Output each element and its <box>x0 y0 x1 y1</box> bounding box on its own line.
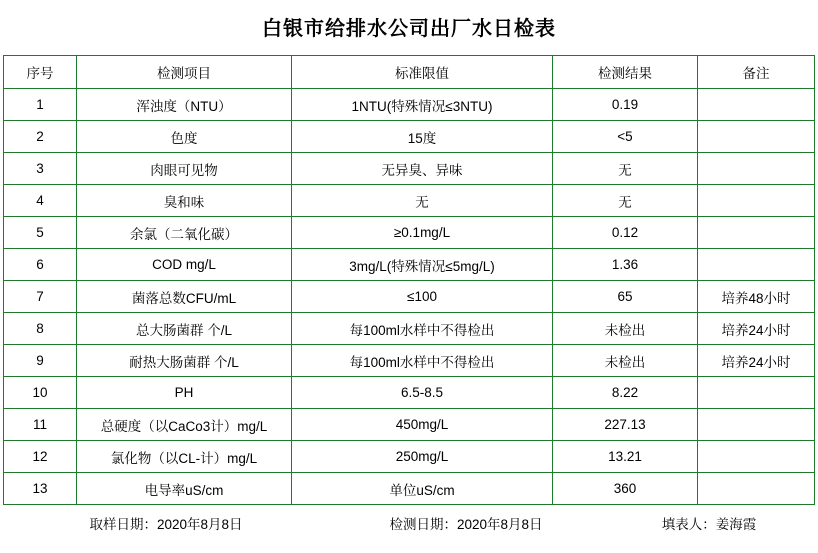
cell-no: 9 <box>4 345 77 377</box>
cell-limit: 450mg/L <box>292 409 553 441</box>
table-row <box>4 217 815 249</box>
cell-remark <box>698 153 815 185</box>
table-row <box>4 281 815 313</box>
cell-no: 8 <box>4 313 77 345</box>
cell-result: 227.13 <box>553 409 698 441</box>
cell-item: 总硬度（以CaCo3计）mg/L <box>77 409 292 441</box>
cell-item: 电导率uS/cm <box>77 473 292 505</box>
cell-result: 未检出 <box>553 345 698 377</box>
header-cell-item: 检测项目 <box>77 56 292 89</box>
cell-limit: ≤100 <box>292 281 553 313</box>
sampling-date: 取样日期：2020年8月8日 <box>89 517 243 532</box>
cell-item: 色度 <box>77 121 292 153</box>
cell-remark: 培养24小时 <box>698 313 815 345</box>
table-row <box>4 313 815 345</box>
cell-limit: 无异臭、异味 <box>292 153 553 185</box>
table-header <box>4 56 815 89</box>
cell-result: <5 <box>553 121 698 153</box>
cell-result: 0.19 <box>553 89 698 121</box>
cell-item: 菌落总数CFU/mL <box>77 281 292 313</box>
cell-remark <box>698 121 815 153</box>
header-cell-no: 序号 <box>4 56 77 89</box>
cell-item: 余氯（二氧化碳） <box>77 217 292 249</box>
footer <box>16 505 802 541</box>
cell-remark <box>698 89 815 121</box>
cell-no: 10 <box>4 377 77 409</box>
cell-limit: 每100ml水样中不得检出 <box>292 345 553 377</box>
cell-remark <box>698 377 815 409</box>
cell-remark <box>698 217 815 249</box>
cell-result: 1.36 <box>553 249 698 281</box>
table-row <box>4 345 815 377</box>
cell-limit: 每100ml水样中不得检出 <box>292 313 553 345</box>
table-row <box>4 377 815 409</box>
table-row <box>4 441 815 473</box>
cell-no: 7 <box>4 281 77 313</box>
table-header-row <box>4 56 815 89</box>
cell-limit: 无 <box>292 185 553 217</box>
table-row <box>4 249 815 281</box>
cell-no: 11 <box>4 409 77 441</box>
cell-result: 0.12 <box>553 217 698 249</box>
table-row <box>4 473 815 505</box>
cell-remark: 培养48小时 <box>698 281 815 313</box>
cell-no: 6 <box>4 249 77 281</box>
cell-no: 1 <box>4 89 77 121</box>
cell-result: 未检出 <box>553 313 698 345</box>
table-row <box>4 89 815 121</box>
cell-limit: 3mg/L(特殊情况≤5mg/L) <box>292 249 553 281</box>
cell-result: 无 <box>553 185 698 217</box>
header-cell-result: 检测结果 <box>553 56 698 89</box>
cell-remark <box>698 249 815 281</box>
cell-item: COD mg/L <box>77 249 292 281</box>
cell-item: 臭和味 <box>77 185 292 217</box>
cell-item: 总大肠菌群 个/L <box>77 313 292 345</box>
cell-no: 3 <box>4 153 77 185</box>
cell-item: 浑浊度（NTU） <box>77 89 292 121</box>
cell-result: 8.22 <box>553 377 698 409</box>
cell-remark <box>698 441 815 473</box>
cell-remark <box>698 409 815 441</box>
cell-no: 2 <box>4 121 77 153</box>
table-row <box>4 121 815 153</box>
cell-no: 12 <box>4 441 77 473</box>
cell-limit: 单位uS/cm <box>292 473 553 505</box>
cell-no: 13 <box>4 473 77 505</box>
header-cell-limit: 标准限值 <box>292 56 553 89</box>
cell-limit: 15度 <box>292 121 553 153</box>
header-cell-remark: 备注 <box>698 56 815 89</box>
cell-result: 13.21 <box>553 441 698 473</box>
cell-limit: ≥0.1mg/L <box>292 217 553 249</box>
cell-result: 65 <box>553 281 698 313</box>
page-title: 白银市给排水公司出厂水日检表 <box>262 18 556 40</box>
cell-remark <box>698 185 815 217</box>
cell-no: 4 <box>4 185 77 217</box>
table-row <box>4 185 815 217</box>
cell-limit: 250mg/L <box>292 441 553 473</box>
table-body <box>4 89 815 505</box>
table-row <box>4 153 815 185</box>
cell-result: 360 <box>553 473 698 505</box>
cell-item: 肉眼可见物 <box>77 153 292 185</box>
cell-result: 无 <box>553 153 698 185</box>
cell-remark: 培养24小时 <box>698 345 815 377</box>
filler-name: 填表人：姜海霞 <box>661 517 757 532</box>
test-date: 检测日期：2020年8月8日 <box>389 517 543 532</box>
table-row <box>4 409 815 441</box>
cell-limit: 1NTU(特殊情况≤3NTU) <box>292 89 553 121</box>
water-quality-table <box>3 55 815 505</box>
cell-item: 耐热大肠菌群 个/L <box>77 345 292 377</box>
cell-limit: 6.5-8.5 <box>292 377 553 409</box>
cell-remark <box>698 473 815 505</box>
cell-item: PH <box>77 377 292 409</box>
cell-no: 5 <box>4 217 77 249</box>
cell-item: 氯化物（以CL-计）mg/L <box>77 441 292 473</box>
